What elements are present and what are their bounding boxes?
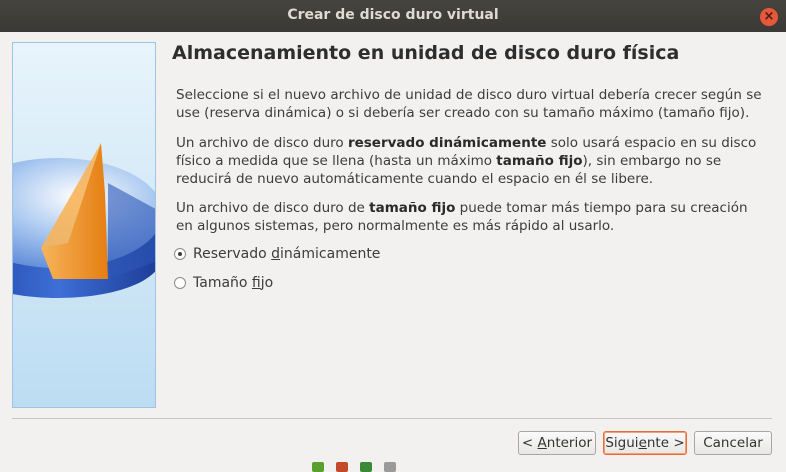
next-button[interactable]: Siguiente > (603, 431, 687, 455)
tray-icon-green (312, 462, 324, 472)
text-segment: Un archivo de disco duro (176, 135, 348, 151)
text-segment: ), sin embargo no se reducirá de nuevo automáticamente cuando el espacio en él se libere. (176, 153, 722, 187)
cancel-button[interactable]: Cancelar (694, 431, 772, 455)
radio-fixed-label: Tamaño fijo (193, 275, 274, 291)
page-title: Almacenamiento en unidad de disco duro física (172, 42, 680, 64)
description-paragraph-2 (176, 134, 766, 188)
radio-fixed[interactable] (174, 275, 273, 291)
tray-icon-red (336, 462, 348, 472)
radio-dynamic-indicator[interactable] (174, 248, 186, 260)
window-title: Crear de disco duro virtual (287, 7, 499, 23)
text-bold: tamaño fijo (496, 153, 583, 169)
close-button[interactable]: × (760, 8, 778, 26)
radio-dynamic-label: Reservado dinámicamente (193, 246, 381, 262)
back-button[interactable]: < Anterior (518, 431, 596, 455)
description-paragraph-1: Seleccione si el nuevo archivo de unidad de disco duro virtual debería crecer según se use (reserva dinámica) o si debería ser creado con su tamaño máximo (tamaño fijo). (176, 87, 762, 121)
text-segment: solo usará espacio en su disco físico a medida que se llena (hasta un máximo (176, 135, 757, 169)
titlebar[interactable] (0, 0, 786, 32)
disk-pie-icon (13, 43, 156, 408)
separator (12, 418, 772, 419)
tray-icon-green-2 (360, 462, 372, 472)
text-bold: reservado dinámicamente (347, 135, 547, 151)
text-segment: Un archivo de disco duro de (176, 200, 370, 216)
tray-icon-grey (384, 462, 396, 472)
description-paragraph-3 (176, 199, 766, 235)
text-bold: tamaño fijo (369, 200, 456, 216)
radio-fixed-indicator[interactable] (174, 277, 186, 289)
text-segment: puede tomar más tiempo para su creación en algunos sistemas, pero normalmente es más rápido al usarlo. (176, 200, 748, 234)
radio-dynamic[interactable] (174, 246, 380, 262)
side-illustration (12, 42, 156, 408)
